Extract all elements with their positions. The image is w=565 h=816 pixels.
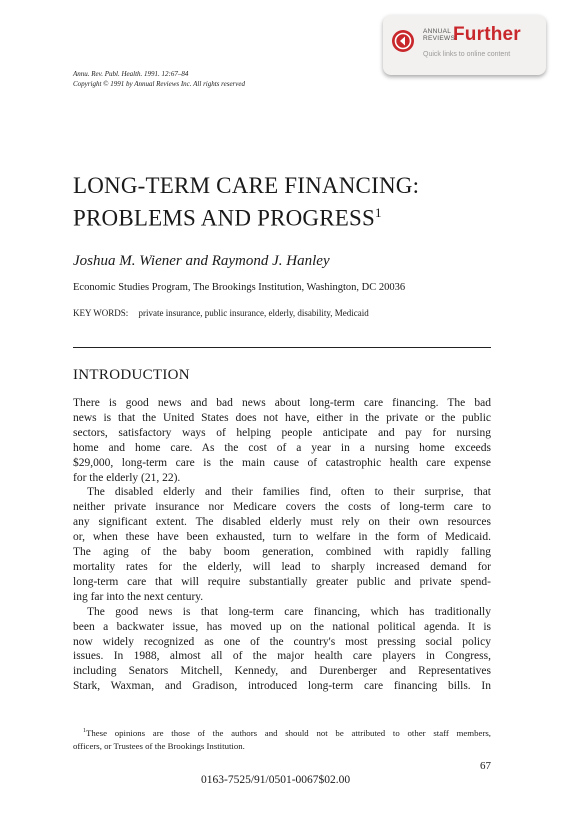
body-line: mortality rates for the elderly, will lead to sharply increased demand for — [73, 560, 491, 573]
footnote — [73, 725, 491, 753]
divider — [73, 347, 491, 348]
affiliation: Economic Studies Program, The Brookings Institution, Washington, DC 20036 — [73, 282, 406, 293]
body-line: The good news is that long-term care financing, which has traditionally — [87, 605, 491, 618]
title-line-2 — [73, 199, 419, 232]
title-line-1: LONG-TERM CARE FINANCING: — [73, 173, 420, 198]
body-line: or, when these have been exhausted, turn to welfare in the form of Medicaid. — [73, 531, 491, 544]
body-line: sectors, satisfactory ways of helping people anticipate and pay for nursing — [73, 426, 491, 439]
body-line: now widely recognized as one of the country's most pressing social policy — [73, 635, 491, 648]
body-line: issues. In 1988, almost all of the major health care players in Congress, — [73, 650, 491, 663]
annual-reviews-further-badge[interactable] — [383, 15, 546, 75]
body-line: any significant extent. The disabled elderly must rely on their own resources — [73, 516, 491, 529]
body-line: for the elderly (21, 22). — [73, 471, 181, 484]
body-line: neither private insurance nor Medicare covers the costs of long-term care to — [73, 501, 491, 514]
citation-line-2: Copyright © 1991 by Annual Reviews Inc. All rights reserved — [73, 80, 245, 88]
footnote-line-2: officers, or Trustees of the Brookings Institution. — [73, 740, 245, 751]
footnote-mark: 1 — [83, 728, 86, 734]
citation-line-1: Annu. Rev. Publ. Health. 1991. 12:67–84 — [73, 70, 189, 78]
section-heading: INTRODUCTION — [73, 367, 190, 383]
document-code: 0163-7525/91/0501-0067$02.00 — [201, 774, 351, 786]
body-line: ing far into the next century. — [73, 590, 204, 603]
badge-subtitle: Quick links to online content — [423, 51, 511, 58]
footnote-line-1-text: These opinions are those of the authors and should not be attributed to other staff members, — [86, 727, 491, 738]
keywords-label: KEY WORDS: — [73, 308, 129, 318]
title-line-2-text: PROBLEMS AND PROGRESS — [73, 205, 376, 231]
footnote-line-1 — [73, 725, 491, 740]
body-line: long-term care that will require substantially greater public and private spend- — [73, 575, 491, 588]
body-text — [73, 396, 491, 694]
body-line: There is good news and bad news about long-term care financing. The bad — [73, 397, 491, 409]
body-line: including Senators Mitchell, Kennedy, and Durenberger and Representatives — [73, 665, 491, 678]
arrow-circle-icon — [392, 30, 414, 52]
keywords — [73, 308, 369, 318]
keywords-value: private insurance, public insurance, elderly, disability, Medicaid — [138, 308, 369, 318]
body-line: news is that the United States does not have, either in the private or the public — [73, 411, 491, 424]
title-footnote-mark[interactable]: 1 — [375, 205, 382, 220]
body-line: $29,000, long-term care is the main cause of catastrophic health care expense — [73, 456, 491, 469]
body-line: The aging of the baby boom generation, combined with rapidly falling — [73, 546, 491, 559]
body-line: home and home care. As the cost of a year in a nursing home exceeds — [73, 441, 491, 454]
further-label: Further — [453, 24, 521, 45]
body-line: been a backwater issue, has moved up on the national political agenda. It is — [73, 620, 491, 633]
page-number: 67 — [480, 760, 491, 772]
reviews-label: REVIEWS — [423, 35, 456, 42]
body-line: Stark, Waxman, and Gradison, introduced long-term care financing bills. In — [73, 680, 491, 693]
authors: Joshua M. Wiener and Raymond J. Hanley — [73, 253, 330, 269]
annual-label: ANNUAL — [423, 28, 452, 35]
article-title — [73, 172, 419, 232]
body-line: The disabled elderly and their families find, often to their surprise, that — [87, 486, 491, 499]
